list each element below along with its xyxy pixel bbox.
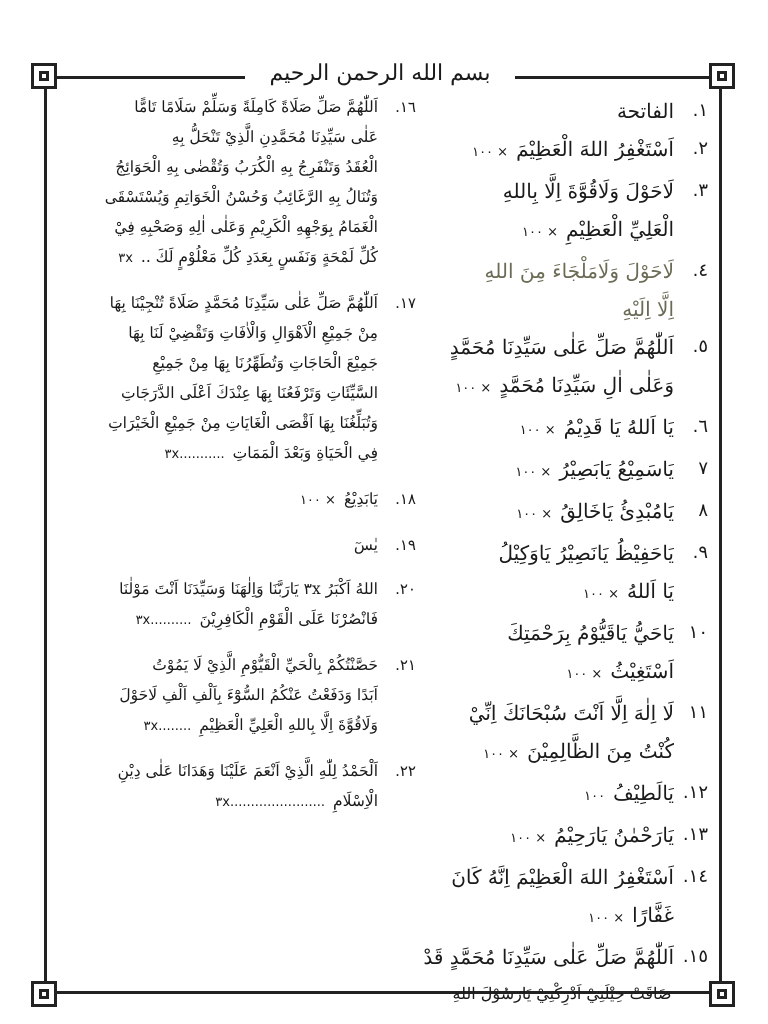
repetition-count: ١٠٠ × <box>566 667 603 682</box>
item-line <box>416 938 674 976</box>
item-line <box>58 318 378 348</box>
repetition-count: ١٠٠ <box>584 789 606 804</box>
repetition-count: ١٠٠ × <box>515 465 552 480</box>
prayer-text: يٰسٓ <box>353 536 378 554</box>
prayer-item <box>58 92 416 274</box>
item-line <box>58 484 378 516</box>
prayer-text: وَعَلٰى اٰلِ سَيِّدِنَا مُحَمَّدٍ <box>499 373 674 397</box>
item-body <box>416 450 674 492</box>
item-line <box>58 710 378 742</box>
item-body <box>416 858 674 938</box>
repetition-count: ١٠٠ × <box>519 423 556 438</box>
item-body <box>416 938 674 976</box>
right-column <box>416 92 708 1012</box>
prayer-item <box>416 858 708 938</box>
prayer-text: يَا اَللهُ يَا قَدِيْمُ <box>563 415 674 439</box>
item-line <box>416 366 674 408</box>
item-line <box>416 130 674 172</box>
repetition-count: ١٠٠ × <box>472 145 509 160</box>
item-line <box>58 438 378 470</box>
repetition-count: ٣x.......... <box>135 613 192 628</box>
prayer-text: يَالَطِيْفُ <box>613 781 674 805</box>
prayer-item <box>58 574 416 636</box>
item-line <box>58 242 378 274</box>
item-line <box>58 756 378 786</box>
item-line <box>416 210 674 252</box>
prayer-text: لَا اِلٰهَ اِلَّا اَنْتَ سُبْحَانَكَ اِنِّيْ <box>468 701 674 725</box>
prayer-text: لَاحَوْلَ وَلَامَلْجَاءَ مِنَ اللهِ <box>484 259 674 283</box>
item-line <box>58 574 378 604</box>
prayer-text: جَمِيْعَ الْحَاجَاتِ وَتُطَهِّرُنَا بِهَا مِنْ جَمِيْعِ <box>152 354 378 372</box>
prayer-text: اِلَّا اِلَيْهِ <box>622 297 674 321</box>
prayer-text: كُنْتُ مِنَ الظَّالِمِيْنَ <box>527 739 674 763</box>
prayer-text: يَارَحْمٰنُ يَارَحِيْمُ <box>554 823 674 847</box>
item-line <box>416 896 674 938</box>
item-line <box>416 492 674 534</box>
item-body <box>58 574 378 636</box>
item-number: ٢. <box>692 138 708 159</box>
prayer-text: اَللّٰهُمَّ صَلِّ عَلٰى سَيِّدِنَا مُحَمَّدٍ قَدْ <box>423 945 674 969</box>
prayer-item <box>416 816 708 858</box>
item-number: ١٤. <box>682 866 708 887</box>
item-body <box>416 130 674 172</box>
item-line <box>58 92 378 122</box>
prayer-item <box>416 252 708 328</box>
closing-line: ضَاقَتْ حِيْلَتِيْ اَدْرِكْنِيْ يَارَسُوْلَ اللهِ <box>452 984 672 1003</box>
item-number: ١٨. <box>395 490 416 508</box>
item-body <box>416 694 674 774</box>
repetition-count: ٣x....................... <box>215 795 326 810</box>
item-number: ٢١. <box>395 656 416 674</box>
item-line <box>416 534 674 572</box>
prayer-text: اَللّٰهُمَّ صَلِّ عَلٰى سَيِّدِنَا مُحَمَّدٍ <box>449 335 674 359</box>
item-line <box>58 122 378 152</box>
prayer-text: الْعُقَدُ وَتَنْفَرِجُ بِهِ الْكُرَبُ وَتُقْضٰى بِهِ الْحَوَائِجُ <box>115 158 378 176</box>
prayer-item <box>416 774 708 816</box>
item-line <box>58 348 378 378</box>
repetition-count: ١٠٠ × <box>522 225 558 240</box>
prayer-item <box>416 408 708 450</box>
item-line <box>416 252 674 290</box>
corner-ornament-bottom-right <box>709 981 735 1007</box>
item-line <box>416 290 674 328</box>
repetition-count: ١٠٠ × <box>299 493 336 508</box>
prayer-item <box>58 484 416 516</box>
prayer-text: يَاسَمِيْعُ يَابَصِيْرُ <box>559 457 674 481</box>
prayer-item <box>416 534 708 614</box>
item-body <box>416 328 674 408</box>
item-number: ٢٠. <box>395 580 416 598</box>
item-body <box>416 172 674 252</box>
item-line <box>416 816 674 858</box>
item-line <box>58 650 378 680</box>
prayer-text: اَبَدًا وَدَفَعْتُ عَنْكُمُ السُّوْٓءَ بِاَلْفِ اَلْفِ لَاحَوْلَ <box>119 686 378 704</box>
prayer-text: اللهُ اَكْبَرُ ٣x يَارَبَّنَا وَاِلٰهَنَا وَسَيِّدَنَا اَنْتَ مَوْلٰنَا <box>119 580 378 598</box>
item-body <box>58 288 378 470</box>
prayer-text: حَصَّنْتُكُمْ بِالْحَيِّ الْقَيُّوْمِ الَّذِيْ لَا يَمُوْتُ <box>152 656 378 674</box>
item-number: ٢٢. <box>395 762 416 780</box>
prayer-text: الفاتحة <box>616 99 674 123</box>
prayer-item <box>416 614 708 694</box>
prayer-text: اَسْتَغْفِرُ اللهَ الْعَظِيْمَ اِنَّهُ كَانَ <box>451 865 674 889</box>
prayer-text: اَسْتَغِيْثُ <box>610 659 674 683</box>
repetition-count: ١٠٠ × <box>583 587 619 602</box>
item-line <box>58 152 378 182</box>
item-body <box>416 408 674 450</box>
prayer-text: يَاحَيُّ يَاقَيُّوْمُ بِرَحْمَتِكَ <box>507 621 674 645</box>
prayer-text: يَابَدِيْعُ <box>343 490 378 508</box>
prayer-item <box>416 92 708 130</box>
item-line <box>416 328 674 366</box>
prayer-text: غَفَّارًا <box>632 903 674 927</box>
item-number: ١٢. <box>682 782 708 803</box>
item-line <box>58 604 378 636</box>
item-number: ٤. <box>692 260 708 281</box>
item-body <box>416 816 674 858</box>
repetition-count: ٣x <box>118 251 133 266</box>
prayer-text: وَتُنَالُ بِهِ الرَّغَائِبُ وَحُسْنُ الْخَوَاتِمِ وَيُسْتَسْقَى <box>104 188 378 206</box>
item-body <box>58 484 378 516</box>
prayer-text: فِي الْحَيَاةِ وَبَعْدَ الْمَمَاتِ <box>232 444 378 462</box>
item-body <box>416 492 674 534</box>
prayer-text: كُلِّ لَمْحَةٍ وَنَفَسٍ بِعَدَدِ كُلِّ مَعْلُوْمٍ لَكَ .. <box>140 248 378 266</box>
item-line <box>416 774 674 816</box>
prayer-text: يَاحَفِيْظُ يَانَصِيْرُ يَاوَكِيْلُ <box>498 541 674 565</box>
repetition-count: ١٠٠ × <box>483 747 520 762</box>
item-body <box>58 530 378 560</box>
corner-ornament-bottom-left <box>31 981 57 1007</box>
repetition-count: ١٠٠ × <box>516 507 553 522</box>
prayer-text: السَّيِّئَاتِ وَتَرْفَعُنَا بِهَا عِنْدَكَ اَعْلَى الدَّرَجَاتِ <box>121 384 378 402</box>
item-body <box>416 774 674 816</box>
prayer-text: يَامُبْدِئُ يَاخَالِقُ <box>560 499 674 523</box>
left-column <box>58 92 416 818</box>
repetition-count: ٣x........... <box>164 447 225 462</box>
prayer-item <box>416 938 708 976</box>
prayer-item <box>58 650 416 742</box>
corner-ornament-top-right <box>709 63 735 89</box>
item-line <box>416 408 674 450</box>
item-line <box>416 694 674 732</box>
item-number: ٥. <box>692 336 708 357</box>
item-body <box>416 534 674 614</box>
prayer-item <box>58 756 416 818</box>
prayer-item <box>416 328 708 408</box>
prayer-text: اَسْتَغْفِرُ اللهَ الْعَظِيْمَ <box>516 137 674 161</box>
item-body <box>416 614 674 694</box>
item-line <box>58 182 378 212</box>
prayer-text: الْاِسْلَامِ <box>333 792 378 810</box>
item-line <box>416 732 674 774</box>
prayer-text: اَلْحَمْدُ لِلّٰهِ الَّذِيْ اَنْعَمَ عَلَيْنَا وَهَدَانَا عَلٰى دِيْنِ <box>117 762 378 780</box>
item-number: ١٣. <box>682 824 708 845</box>
item-line <box>416 858 674 896</box>
repetition-count: ٣x........ <box>143 719 192 734</box>
prayer-item <box>416 492 708 534</box>
prayer-text: يَا اَللهُ <box>626 579 674 603</box>
item-line <box>58 530 378 560</box>
item-line <box>416 614 674 652</box>
item-number: ١٧. <box>395 294 416 312</box>
item-line <box>58 378 378 408</box>
item-line <box>58 288 378 318</box>
prayer-item <box>58 530 416 560</box>
repetition-count: ١٠٠ × <box>455 381 492 396</box>
item-line <box>416 450 674 492</box>
item-body <box>58 650 378 742</box>
prayer-item <box>416 172 708 252</box>
item-number: ١٩. <box>395 536 416 554</box>
prayer-item <box>416 130 708 172</box>
item-number: ٩. <box>692 542 708 563</box>
item-number: ١٠ <box>688 622 708 643</box>
item-body <box>416 252 674 328</box>
item-number: ٨ <box>698 500 708 521</box>
item-number: ١٦. <box>395 98 416 116</box>
item-line <box>58 786 378 818</box>
prayer-text: وَتُبَلِّغُنَا بِهَا اَقْصَى الْغَايَاتِ مِنْ جَمِيْعِ الْخَيْرَاتِ <box>108 414 378 432</box>
item-body <box>416 92 674 130</box>
item-body <box>58 92 378 274</box>
corner-ornament-top-left <box>31 63 57 89</box>
prayer-text: اَللّٰهُمَّ صَلِّ صَلَاةً كَامِلَةً وَسَلِّمْ سَلَامًا تَامًّا <box>134 98 378 116</box>
prayer-text: فَانْصُرْنَا عَلَى الْقَوْمِ الْكَافِرِيْنَ <box>199 610 378 628</box>
item-number: ١٥. <box>682 946 708 967</box>
item-number: ٣. <box>692 180 708 201</box>
item-body <box>58 756 378 818</box>
repetition-count: ١٠٠ × <box>510 831 547 846</box>
prayer-text: عَلٰى سَيِّدِنَا مُحَمَّدِنِ الَّذِيْ تَنْحَلُّ بِهِ <box>171 128 378 146</box>
prayer-text: مِنْ جَمِيْعِ الْاَهْوَالِ وَالْاٰفَاتِ وَتَقْضِيْ لَنَا بِهَا <box>128 324 378 342</box>
item-line <box>416 652 674 694</box>
page-title: بسم الله الرحمن الرحيم <box>245 54 515 94</box>
item-line <box>416 92 674 130</box>
prayer-item <box>416 694 708 774</box>
prayer-text: لَاحَوْلَ وَلَاقُوَّةَ اِلَّا بِاللهِ <box>502 179 674 203</box>
item-line <box>416 572 674 614</box>
item-number: ١١ <box>688 702 708 723</box>
prayer-text: اَللّٰهُمَّ صَلِّ عَلٰى سَيِّدِنَا مُحَمَّدٍ صَلَاةً تُنْجِيْنَا بِهَا <box>109 294 378 312</box>
prayer-text: الْعَلِيِّ الْعَظِيْمِ <box>566 217 674 241</box>
repetition-count: ١٠٠ × <box>588 911 625 926</box>
prayer-text: وَلَاقُوَّةَ اِلَّا بِاللهِ الْعَلِيِّ الْعَظِيْمِ <box>199 716 378 734</box>
item-line <box>416 172 674 210</box>
prayer-item <box>416 450 708 492</box>
item-number: ٦. <box>692 416 708 437</box>
item-line <box>58 212 378 242</box>
item-number: ٧ <box>698 458 708 479</box>
item-line <box>58 408 378 438</box>
prayer-text: الْغَمَامُ بِوَجْهِهِ الْكَرِيْمِ وَعَلٰى اٰلِهِ وَصَحْبِهِ فِيْ <box>114 218 378 236</box>
prayer-item <box>58 288 416 470</box>
item-number: ١. <box>692 100 708 121</box>
item-line <box>58 680 378 710</box>
